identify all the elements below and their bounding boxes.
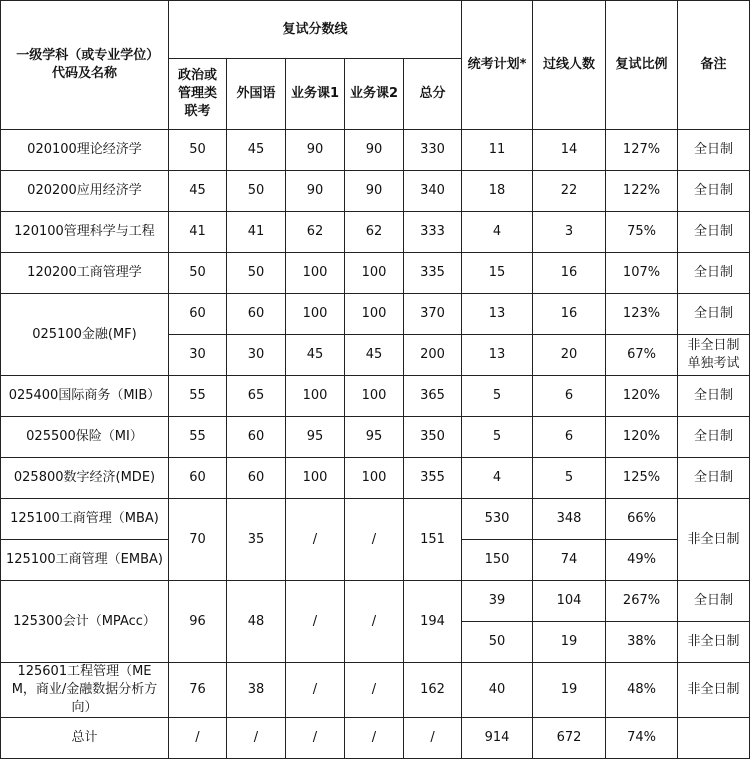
passed-cell: 74	[533, 540, 606, 581]
course2-header: 业务课2	[345, 59, 404, 130]
plan-cell: 5	[462, 417, 533, 458]
passed-cell: 348	[533, 499, 606, 540]
foreign-cell: 45	[227, 130, 286, 171]
course1-cell: /	[286, 718, 345, 759]
passed-cell: 104	[533, 581, 606, 622]
politics-cell: 50	[169, 253, 227, 294]
total-cell: 151	[404, 499, 462, 581]
plan-cell: 39	[462, 581, 533, 622]
table-row	[1, 212, 750, 253]
politics-cell: /	[169, 718, 227, 759]
plan-cell: 150	[462, 540, 533, 581]
ratio-cell: 123%	[606, 294, 678, 335]
total-cell: 340	[404, 171, 462, 212]
subject-cell: 020200应用经济学	[1, 171, 169, 212]
course1-cell: 90	[286, 171, 345, 212]
politics-cell: 96	[169, 581, 227, 663]
politics-cell: 30	[169, 335, 227, 376]
foreign-cell: /	[227, 718, 286, 759]
course1-cell: 62	[286, 212, 345, 253]
subject-cell: 125300会计（MPAcc）	[1, 581, 169, 663]
course2-cell: 100	[345, 458, 404, 499]
foreign-cell: 48	[227, 581, 286, 663]
total-row	[1, 718, 750, 759]
course1-cell: /	[286, 663, 345, 718]
passed-cell: 6	[533, 376, 606, 417]
course1-cell: 45	[286, 335, 345, 376]
ratio-header: 复试比例	[606, 1, 678, 130]
plan-cell: 914	[462, 718, 533, 759]
total-cell: 194	[404, 581, 462, 663]
politics-cell: 60	[169, 458, 227, 499]
note-cell: 全日制	[678, 294, 750, 335]
subject-cell: 020100理论经济学	[1, 130, 169, 171]
note-cell: 全日制	[678, 458, 750, 499]
ratio-cell: 127%	[606, 130, 678, 171]
passed-header: 过线人数	[533, 1, 606, 130]
note-cell: 全日制	[678, 376, 750, 417]
total-cell: 370	[404, 294, 462, 335]
passed-cell: 5	[533, 458, 606, 499]
course1-cell: 100	[286, 376, 345, 417]
passed-cell: 672	[533, 718, 606, 759]
note-cell: 全日制	[678, 212, 750, 253]
course1-cell: 100	[286, 294, 345, 335]
total-cell: 350	[404, 417, 462, 458]
course2-cell: /	[345, 718, 404, 759]
table-row	[1, 253, 750, 294]
passed-cell: 16	[533, 294, 606, 335]
total-cell: 355	[404, 458, 462, 499]
ratio-cell: 66%	[606, 499, 678, 540]
ratio-cell: 125%	[606, 458, 678, 499]
plan-cell: 530	[462, 499, 533, 540]
passed-cell: 19	[533, 663, 606, 718]
course2-cell: 100	[345, 253, 404, 294]
total-cell: /	[404, 718, 462, 759]
plan-cell: 18	[462, 171, 533, 212]
foreign-cell: 30	[227, 335, 286, 376]
politics-cell: 45	[169, 171, 227, 212]
total-cell: 333	[404, 212, 462, 253]
passed-cell: 22	[533, 171, 606, 212]
subject-cell: 125100工商管理（MBA)	[1, 499, 169, 540]
course2-cell: 62	[345, 212, 404, 253]
ratio-cell: 38%	[606, 622, 678, 663]
passed-cell: 19	[533, 622, 606, 663]
ratio-cell: 267%	[606, 581, 678, 622]
plan-cell: 15	[462, 253, 533, 294]
plan-cell: 50	[462, 622, 533, 663]
foreign-cell: 65	[227, 376, 286, 417]
note-cell: 全日制	[678, 253, 750, 294]
subject-cell: 125100工商管理（EMBA)	[1, 540, 169, 581]
subject-cell: 总计	[1, 718, 169, 759]
subject-cell: 025500保险（MI）	[1, 417, 169, 458]
foreign-cell: 60	[227, 294, 286, 335]
politics-cell: 76	[169, 663, 227, 718]
table-row	[1, 417, 750, 458]
course2-cell: 100	[345, 376, 404, 417]
table-row	[1, 499, 750, 540]
table-row	[1, 458, 750, 499]
passed-cell: 20	[533, 335, 606, 376]
ratio-cell: 48%	[606, 663, 678, 718]
plan-cell: 4	[462, 212, 533, 253]
politics-cell: 55	[169, 376, 227, 417]
ratio-cell: 74%	[606, 718, 678, 759]
total-cell: 162	[404, 663, 462, 718]
note-cell: 非全日制	[678, 622, 750, 663]
politics-cell: 50	[169, 130, 227, 171]
course2-cell: /	[345, 663, 404, 718]
table-row	[1, 376, 750, 417]
note-cell: 非全日制单独考试	[678, 335, 750, 376]
ratio-cell: 107%	[606, 253, 678, 294]
subject-cell: 120100管理科学与工程	[1, 212, 169, 253]
table-row	[1, 294, 750, 335]
note-header: 备注	[678, 1, 750, 130]
total-cell: 365	[404, 376, 462, 417]
note-cell: 全日制	[678, 581, 750, 622]
ratio-cell: 49%	[606, 540, 678, 581]
course1-cell: /	[286, 581, 345, 663]
foreign-cell: 38	[227, 663, 286, 718]
foreign-cell: 50	[227, 253, 286, 294]
plan-cell: 4	[462, 458, 533, 499]
course1-cell: 100	[286, 458, 345, 499]
foreign-cell: 50	[227, 171, 286, 212]
note-cell: 非全日制	[678, 663, 750, 718]
note-cell	[678, 718, 750, 759]
plan-header: 统考计划*	[462, 1, 533, 130]
passed-cell: 16	[533, 253, 606, 294]
foreign-cell: 60	[227, 458, 286, 499]
note-cell: 全日制	[678, 130, 750, 171]
ratio-cell: 120%	[606, 376, 678, 417]
course1-cell: 100	[286, 253, 345, 294]
total-cell: 200	[404, 335, 462, 376]
total-header: 总分	[404, 59, 462, 130]
course2-cell: 90	[345, 130, 404, 171]
subject-cell: 125601工程管理（MEM，商业/金融数据分析方向）	[1, 663, 169, 718]
subject-cell: 120200工商管理学	[1, 253, 169, 294]
ratio-cell: 122%	[606, 171, 678, 212]
ratio-cell: 67%	[606, 335, 678, 376]
score-group-header: 复试分数线	[169, 1, 462, 59]
header-row-1	[1, 1, 750, 59]
table-row	[1, 130, 750, 171]
passed-cell: 3	[533, 212, 606, 253]
total-cell: 335	[404, 253, 462, 294]
politics-header: 政治或管理类联考	[169, 59, 227, 130]
note-cell: 非全日制	[678, 499, 750, 581]
politics-cell: 55	[169, 417, 227, 458]
course2-cell: 45	[345, 335, 404, 376]
note-cell: 全日制	[678, 417, 750, 458]
course1-cell: 95	[286, 417, 345, 458]
subject-header: 一级学科（或专业学位）代码及名称	[1, 1, 169, 130]
course2-cell: /	[345, 581, 404, 663]
course2-cell: /	[345, 499, 404, 581]
politics-cell: 70	[169, 499, 227, 581]
table-row	[1, 581, 750, 622]
foreign-header: 外国语	[227, 59, 286, 130]
course1-cell: 90	[286, 130, 345, 171]
foreign-cell: 60	[227, 417, 286, 458]
total-cell: 330	[404, 130, 462, 171]
subject-cell: 025800数字经济(MDE)	[1, 458, 169, 499]
course1-header: 业务课1	[286, 59, 345, 130]
plan-cell: 13	[462, 335, 533, 376]
passed-cell: 6	[533, 417, 606, 458]
course2-cell: 90	[345, 171, 404, 212]
course2-cell: 100	[345, 294, 404, 335]
note-cell: 全日制	[678, 171, 750, 212]
plan-cell: 11	[462, 130, 533, 171]
subject-cell: 025100金融(MF)	[1, 294, 169, 376]
plan-cell: 5	[462, 376, 533, 417]
foreign-cell: 35	[227, 499, 286, 581]
plan-cell: 40	[462, 663, 533, 718]
ratio-cell: 75%	[606, 212, 678, 253]
course1-cell: /	[286, 499, 345, 581]
plan-cell: 13	[462, 294, 533, 335]
ratio-cell: 120%	[606, 417, 678, 458]
table-row	[1, 171, 750, 212]
politics-cell: 41	[169, 212, 227, 253]
politics-cell: 60	[169, 294, 227, 335]
course2-cell: 95	[345, 417, 404, 458]
table-row	[1, 663, 750, 718]
foreign-cell: 41	[227, 212, 286, 253]
subject-cell: 025400国际商务（MIB）	[1, 376, 169, 417]
passed-cell: 14	[533, 130, 606, 171]
